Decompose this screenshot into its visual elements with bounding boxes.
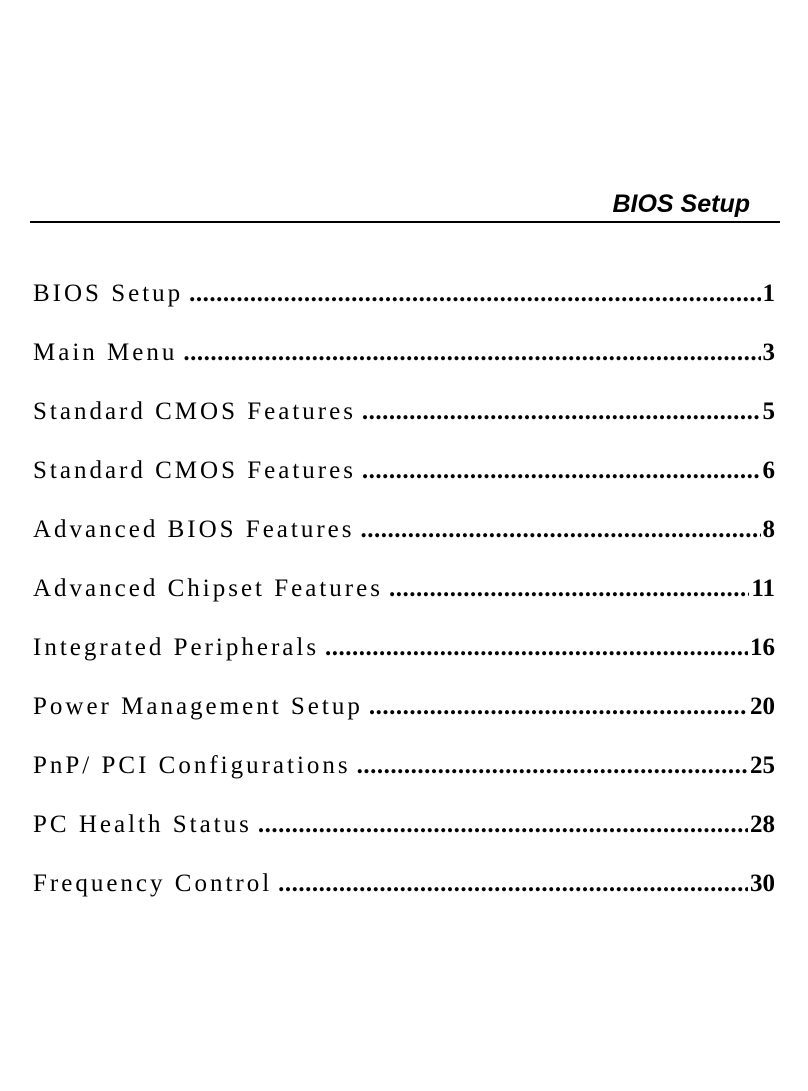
toc-entry-title: Power Management Setup — [33, 693, 363, 720]
toc-entry-main-menu[interactable] — [33, 339, 775, 398]
toc-dot-leader — [325, 634, 748, 664]
toc-entry-page: 1 — [762, 280, 775, 307]
toc-entry-page: 25 — [750, 752, 775, 779]
toc-entry-bios-setup[interactable] — [33, 280, 775, 339]
toc-entry-page: 3 — [762, 339, 775, 366]
toc-dot-leader — [362, 457, 761, 487]
toc-entry-title: Main Menu — [33, 339, 178, 366]
toc-entry-page: 5 — [762, 398, 775, 425]
toc-entry-title: Integrated Peripherals — [33, 634, 320, 661]
toc-dot-leader — [183, 339, 760, 369]
toc-entry-page: 30 — [750, 870, 775, 897]
toc-entry-page: 28 — [750, 811, 775, 838]
toc-entry-title: Standard CMOS Features — [33, 457, 356, 484]
toc-entry-frequency-control[interactable] — [33, 870, 775, 929]
toc-entry-title: Frequency Control — [33, 870, 273, 897]
toc-dot-leader — [357, 752, 748, 782]
table-of-contents — [33, 280, 775, 929]
toc-entry-page: 16 — [750, 634, 775, 661]
toc-dot-leader — [278, 870, 748, 900]
toc-entry-standard-cmos-features[interactable] — [33, 398, 775, 457]
toc-entry-standard-cmos-features-2[interactable] — [33, 457, 775, 516]
toc-entry-title: PnP/ PCI Configurations — [33, 752, 351, 779]
toc-entry-page: 11 — [751, 575, 775, 602]
header-title: BIOS Setup — [612, 190, 750, 218]
toc-entry-power-management-setup[interactable] — [33, 693, 775, 752]
toc-entry-title: Advanced BIOS Features — [33, 516, 355, 543]
toc-dot-leader — [258, 811, 748, 841]
toc-entry-page: 8 — [762, 516, 775, 543]
toc-entry-advanced-chipset-features[interactable] — [33, 575, 775, 634]
toc-entry-title: Standard CMOS Features — [33, 398, 356, 425]
toc-dot-leader — [389, 575, 749, 605]
toc-entry-title: Advanced Chipset Features — [33, 575, 383, 602]
toc-entry-pnp-pci-configurations[interactable] — [33, 752, 775, 811]
toc-entry-pc-health-status[interactable] — [33, 811, 775, 870]
toc-entry-page: 20 — [750, 693, 775, 720]
toc-entry-page: 6 — [762, 457, 775, 484]
toc-dot-leader — [361, 516, 761, 546]
toc-entry-integrated-peripherals[interactable] — [33, 634, 775, 693]
toc-dot-leader — [362, 398, 761, 428]
header-rule — [30, 221, 780, 223]
toc-dot-leader — [189, 280, 760, 310]
toc-entry-title: PC Health Status — [33, 811, 252, 838]
toc-entry-advanced-bios-features[interactable] — [33, 516, 775, 575]
toc-dot-leader — [369, 693, 748, 723]
toc-entry-title: BIOS Setup — [33, 280, 184, 307]
